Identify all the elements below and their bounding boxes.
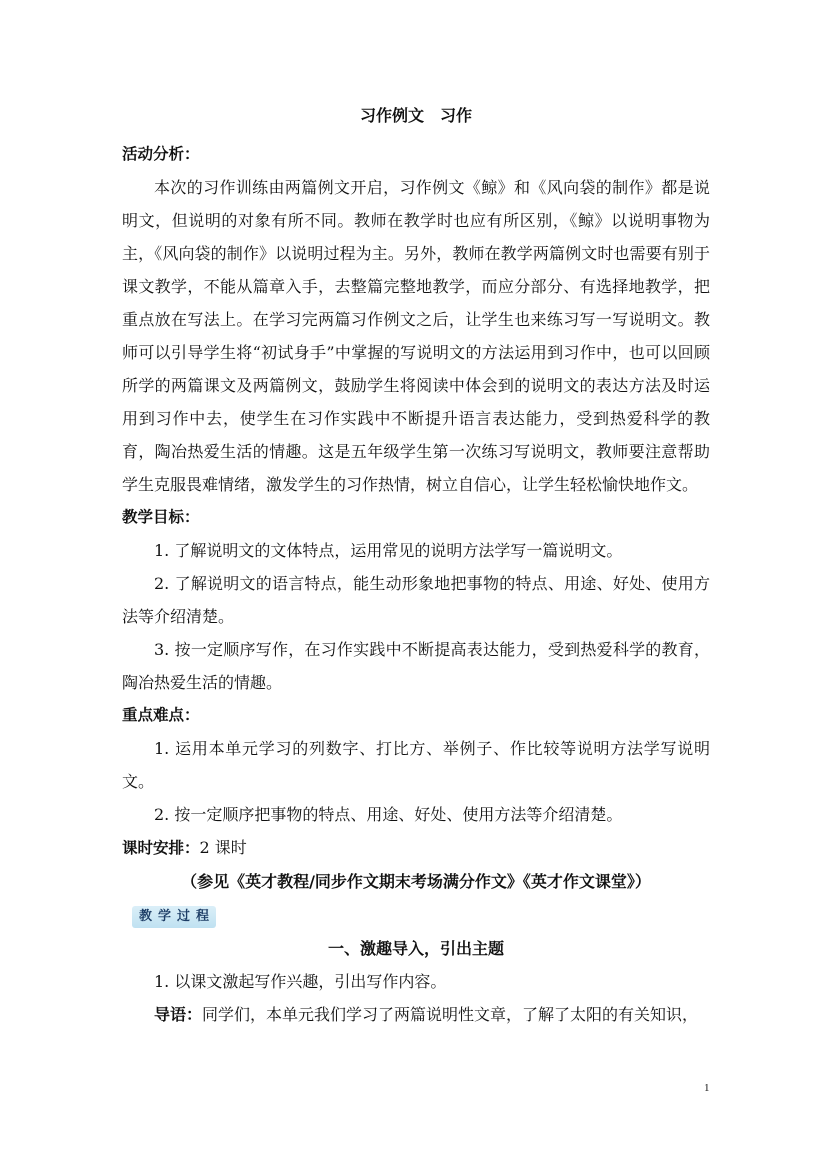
guide-text: 同学们，本单元我们学习了两篇说明性文章，了解了太阳的有关知识，	[202, 1005, 699, 1024]
activity-heading: 活动分析：	[122, 145, 200, 163]
reference-line: （参见《英才教程/同步作文期末考场满分作文》《英才作文课堂》）	[181, 872, 651, 891]
key-points-heading: 重点难点：	[122, 706, 200, 724]
goals-heading: 教学目标：	[122, 508, 200, 526]
schedule-value: 2 课时	[199, 838, 247, 857]
process-badge	[132, 906, 216, 928]
badge-char: 程	[196, 909, 210, 924]
badge-char: 学	[158, 909, 172, 924]
goal-item: 1. 了解说明文的文体特点，运用常见的说明方法学写一篇说明文。	[154, 541, 623, 560]
badge-char: 过	[177, 909, 191, 924]
badge-char: 教	[139, 909, 153, 924]
activity-paragraph: 本次的习作训练由两篇例文开启，习作例文《鲸》和《风向袋的制作》都是说明文，但说明的对象有所不同。教师在教学时也应有所区别，《鲸》以说明事物为主，《风向袋的制作》以说明过程为主。另外，教师在教学两篇例文时也需要有别于课文教学，不能从篇章入手，去整篇完整地教学，而应分部分、有选择地教学，把重点放在写法上。在学习完两篇习作例文之后，让学生也来练习写一写说明文。教师可以引导学生将“初试身手”中掌握的写说明文的方法运用到习作中，也可以回顾所学的两篇课文及两篇例文，鼓励学生将阅读中体会到的说明文的表达方法及时运用到习作中去，使学生在习作实践中不断提升语言表达能力，受到热爱科学的教育，陶冶热爱生活的情趣。这是五年级学生第一次练习写说明文，教师要注意帮助学生克服畏难情绪，激发学生的习作热情，树立自信心，让学生轻松愉快地作文。	[122, 178, 710, 494]
guide-label: 导语：	[154, 1005, 203, 1024]
key-point-item: 2. 按一定顺序把事物的特点、用途、好处、使用方法等介绍清楚。	[154, 805, 623, 824]
document-title: 习作例文 习作	[359, 106, 472, 125]
page-number: 1	[704, 1082, 710, 1094]
document-body	[122, 138, 710, 1031]
step-item: 1. 以课文激起写作兴趣，引出写作内容。	[154, 972, 447, 991]
goal-item: 3. 按一定顺序写作，在习作实践中不断提高表达能力，受到热爱科学的教育，陶冶热爱生活的情趣。	[122, 640, 710, 692]
schedule-label: 课时安排：	[122, 839, 200, 857]
goal-item: 2. 了解说明文的语言特点，能生动形象地把事物的特点、用途、好处、使用方法等介绍清楚。	[122, 574, 710, 626]
section-heading: 一、激趣导入，引出主题	[327, 939, 504, 958]
schedule-line	[122, 831, 710, 865]
key-point-item: 1. 运用本单元学习的列数字、打比方、举例子、作比较等说明方法学写说明文。	[122, 739, 710, 791]
guide-line	[122, 998, 710, 1031]
